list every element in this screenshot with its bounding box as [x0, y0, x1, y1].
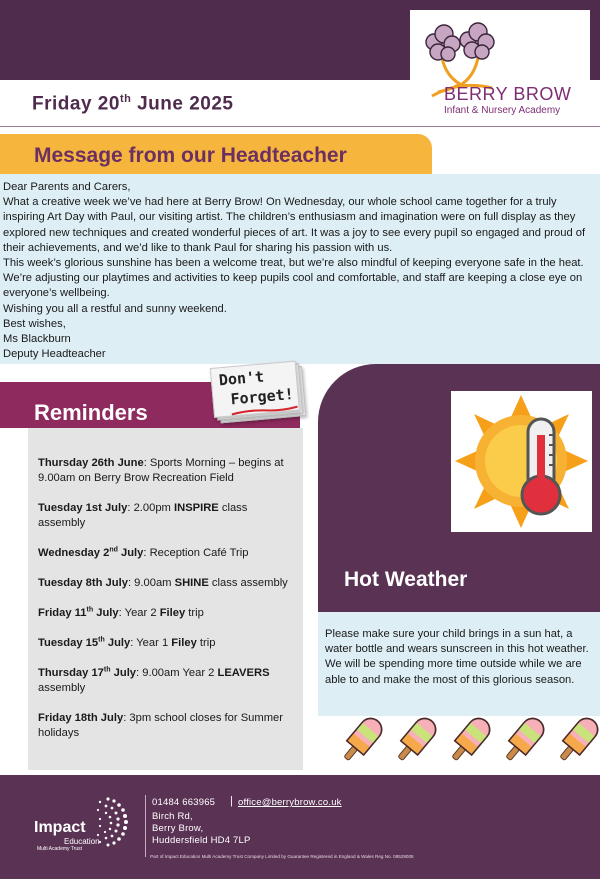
reminder-item: [38, 501, 295, 531]
reminder-date-day: Friday 11: [38, 607, 87, 619]
hot-weather-image: [451, 391, 592, 532]
reminder-highlight: Filey: [159, 607, 186, 619]
note-line-1: Don't: [218, 367, 265, 390]
reminder-highlight: LEAVERS: [217, 667, 270, 679]
school-name: BERRY BROW: [444, 84, 572, 104]
reminder-date: Tuesday 8th July: [38, 577, 128, 589]
footer-address-line: Birch Rd,: [152, 811, 193, 822]
reminder-separator: :: [143, 547, 150, 559]
newsletter-date: [32, 93, 234, 115]
ice-lolly-row: [330, 716, 600, 766]
message-title: Message from our Headteacher: [34, 144, 347, 167]
reminder-date-month: July: [93, 607, 119, 619]
impact-trust: Multi Academy Trust: [37, 846, 83, 852]
reminder-date-suffix: nd: [109, 546, 118, 554]
impact-name: Impact: [34, 819, 86, 836]
message-line: This week’s glorious sunshine has been a welcome treat, but we’re also mindful of keeping everyone safe in the heat. We’re adjusting our playtimes and activities to keep pupils cool and comfortable, and staff are keeping a close eye on everyone’s wellbeing.: [3, 257, 584, 300]
reminder-text: 9.00am: [134, 577, 175, 589]
message-line: Wishing you all a restful and sunny weekend.: [3, 302, 227, 315]
reminder-text: trip: [196, 637, 216, 649]
ice-lolly-icon: [444, 716, 494, 766]
headteacher-message: [0, 174, 600, 364]
impact-education: Education: [64, 837, 100, 846]
divider: [0, 126, 600, 127]
reminder-item: [38, 666, 295, 696]
reminder-text: Year 2: [124, 607, 160, 619]
note-text: [218, 364, 294, 410]
reminder-text: 9.00am Year 2: [142, 667, 218, 679]
footer-email-link[interactable]: office@berrybrow.co.uk: [238, 797, 342, 808]
sun-thermometer-icon: [451, 391, 592, 532]
reminder-text: trip: [185, 607, 204, 619]
school-subtitle: Infant & Nursery Academy: [444, 105, 561, 116]
reminder-separator: :: [118, 607, 125, 619]
reminder-text: Sports Morning – begins at 9.00am on Berry Brow Recreation Field: [38, 457, 284, 484]
reminder-separator: :: [127, 502, 134, 514]
reminder-date-month: July: [110, 667, 137, 679]
reminder-date: Friday 18th July: [38, 712, 124, 724]
reminder-date: [38, 607, 119, 619]
hot-weather-title: Hot Weather: [344, 568, 468, 591]
footer-address-line: Huddersfield HD4 7LP: [152, 835, 251, 846]
reminder-separator: :: [130, 637, 137, 649]
reminder-text: Year 1: [136, 637, 172, 649]
reminder-date-suffix: th: [86, 606, 94, 614]
ice-lolly-icon: [552, 716, 600, 766]
hot-weather-text: Please make sure your child brings in a sun hat, a water bottle and wears sunscreen in this hot weather. We will be spending more time outside while we are able to and make the most of this glorious season.: [318, 612, 600, 716]
reminders-list: [28, 428, 303, 770]
reminder-text: class assembly: [208, 577, 288, 589]
reminder-item: [38, 636, 295, 651]
reminder-separator: :: [127, 577, 135, 589]
reminder-item: [38, 606, 295, 621]
reminder-date-suffix: th: [103, 666, 111, 674]
reminder-date: Tuesday 1st July: [38, 502, 128, 514]
reminder-text: 3pm school closes for Summer holidays: [38, 712, 283, 739]
message-line: Deputy Headteacher: [3, 348, 106, 361]
reminder-text: 2.00pm: [133, 502, 174, 514]
reminder-item: [38, 576, 295, 591]
footer: [0, 775, 600, 879]
reminder-date-day: Tuesday 15: [38, 637, 99, 649]
message-line: Ms Blackburn: [3, 333, 71, 346]
reminder-date-day: Wednesday 2: [38, 547, 110, 559]
footer-address-line: Berry Brow,: [152, 823, 204, 834]
footer-divider: [145, 795, 146, 857]
reminder-date: Thursday 26th June: [38, 457, 144, 469]
reminder-date-month: July: [117, 547, 144, 559]
reminder-text: class assembly: [38, 502, 248, 529]
reminder-item: [38, 711, 295, 741]
date-suffix: th: [119, 93, 132, 105]
reminders-title: Reminders: [34, 400, 148, 425]
reminder-separator: :: [136, 667, 143, 679]
reminder-highlight: INSPIRE: [174, 502, 219, 514]
reminder-separator: :: [143, 457, 150, 469]
reminder-date-month: July: [104, 637, 131, 649]
message-line: Best wishes,: [3, 317, 66, 330]
ice-lolly-icon: [336, 716, 386, 766]
reminder-date: [38, 547, 143, 559]
reminder-date: [38, 667, 136, 679]
ice-lolly-icon: [390, 716, 440, 766]
reminder-highlight: SHINE: [174, 577, 209, 589]
school-logo: [410, 10, 590, 122]
reminder-date-suffix: th: [98, 636, 105, 644]
note-line-2: Forget!: [229, 384, 295, 409]
reminder-text: Reception Café Trip: [149, 547, 249, 559]
reminder-item: [38, 546, 295, 561]
reminder-date-day: Thursday 17: [38, 667, 104, 679]
message-line: Dear Parents and Carers,: [3, 181, 131, 193]
reminder-item: [38, 456, 295, 486]
date-rest: June 2025: [131, 93, 234, 115]
reminder-text: assembly: [38, 682, 86, 694]
dont-forget-note: [210, 360, 306, 422]
reminder-separator: :: [123, 712, 130, 724]
ice-lolly-icon: [498, 716, 548, 766]
reminder-highlight: Filey: [171, 637, 197, 649]
footer-phone: 01484 663965: [152, 797, 216, 808]
footer-separator: |: [230, 795, 234, 807]
date-day: Friday 20: [32, 93, 120, 115]
reminder-date: [38, 637, 130, 649]
footer-legal: Part of Impact Education Multi Academy Trust Company Limited by Guarantee Registered in England & Wales Reg No. 08529005: [150, 854, 414, 859]
message-line: What a creative week we’ve had here at Berry Brow! On Wednesday, our whole school came together for a truly inspiring Art Day with Paul, our visiting artist. The children’s enthusiasm and imagination were on full display as they explored new techniques and created wonderful pieces of art. It was a joy to see every pupil so engaged and proud of their achievements, and we’d like to thank Paul for sharing his passion with us.: [3, 196, 586, 254]
